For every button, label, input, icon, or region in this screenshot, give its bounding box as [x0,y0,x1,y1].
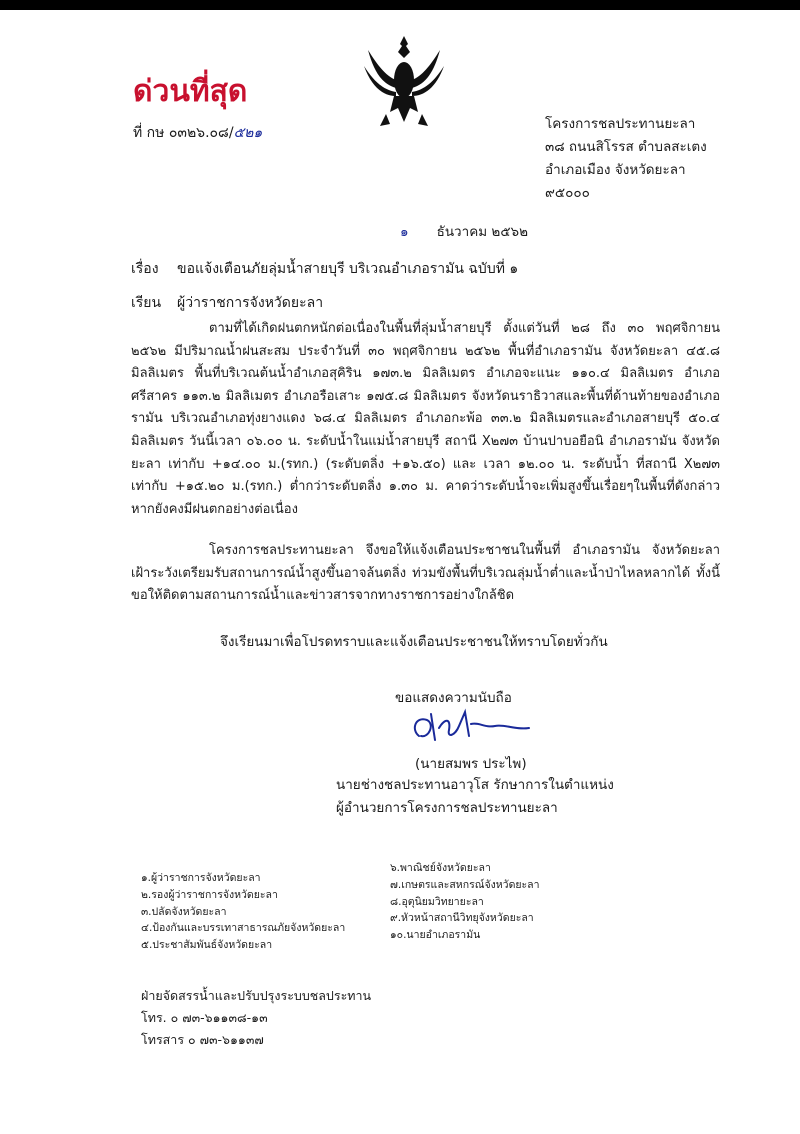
body-paragraph-1: ตามที่ได้เกิดฝนตกหนักต่อเนื่องในพื้นที่ลุ่มน้ำสายบุรี ตั้งแต่วันที่ ๒๘ ถึง ๓๐ พฤศจิกายน ๒๕๖๒ มีปริมาณน้ำฝนสะสม ประจำวันที่ ๓๐ พฤศจิกายน ๒๕๖๒ พื้นที่อำเภอรามัน จังหวัดยะลา ๔๕.๘ มิลลิเมตร พื้นที่บริเวณต้นน้ำอำเภอสุคิริน ๑๗๓.๒ มิลลิเมตร อำเภอจะแนะ ๑๑๐.๔ มิลลิเมตร อำเภอศรีสาคร ๑๑๓.๒ มิลลิเมตร อำเภอรือเสาะ ๑๗๕.๘ มิลลิเมตร จังหวัดนราธิวาสและพื้นที่ด้านท้ายของอำเภอรามัน บริเวณอำเภอทุ่งยางแดง ๖๘.๔ มิลลิเมตร อำเภอกะพ้อ ๓๓.๒ มิลลิเมตรและอำเภอสายบุรี ๕๐.๔ มิลลิเมตร วันนี้เวลา ๐๖.๐๐ น. ระดับน้ำในแม่น้ำสายบุรี สถานี X๒๗๓ บ้านปาบอยือนิ อำเภอรามัน จังหวัดยะลา เท่ากับ +๑๔.๐๐ ม.(รทก.) (ระดับตลิ่ง +๑๖.๕๐) และ เวลา ๑๒.๐๐ น. ระดับน้ำ ที่สถานี X๒๗๓ เท่ากับ +๑๕.๒๐ ม.(รทก.) ต่ำกว่าระดับตลิ่ง ๑.๓๐ ม. คาดว่าระดับน้ำจะเพิ่มสูงขึ้นเรื่อยๆในพื้นที่ดังกล่าว หากยังคงมีฝนตกอย่างต่อเนื่อง [131,321,720,517]
cc-item: ๗.เกษตรและสหกรณ์จังหวัดยะลา [390,878,540,891]
cc-item: ๑๐.นายอำเภอรามัน [390,929,481,942]
cc-item: ๑.ผู้ว่าราชการจังหวัดยะลา [141,872,261,884]
reference-prefix: ที่ กษ ๐๓๒๖.๐๘/ [133,125,234,141]
cc-item: ๘.อุตุนิยมวิทยายะลา [390,895,484,908]
garuda-emblem-icon [360,32,448,128]
recipient-line [131,292,323,314]
reference-number [133,122,262,144]
cc-item: ๙.หัวหน้าสถานีวิทยุจังหวัดยะลา [390,912,534,925]
department-name: ฝ่ายจัดสรรน้ำและปรับปรุงระบบชลประทาน [141,988,372,1003]
signer-position-1: นายช่างชลประทานอาวุโส รักษาการในตำแหน่ง [336,777,614,793]
cc-item: ๖.พาณิชย์จังหวัดยะลา [390,862,491,874]
date-day: ๑ [400,224,409,240]
signer-position-2: ผู้อำนวยการโครงการชลประทานยะลา [336,800,558,816]
top-border [0,0,800,10]
letter-date [400,220,528,242]
address-line-4: ๙๕๐๐๐ [545,185,590,201]
signer-name: (นายสมพร ประไพ) [415,756,527,772]
address-line-1: โครงการชลประทานยะลา [545,116,696,132]
cc-item: ๔.ป้องกันและบรรเทาสาธารณภัยจังหวัดยะลา [141,922,346,935]
department-phone: โทร. ๐ ๗๓-๖๑๑๓๘-๑๓ [141,1010,268,1025]
subject-line [131,258,518,280]
cc-list-right [390,860,540,944]
cc-list-left [141,870,345,954]
cc-item: ๕.ประชาสัมพันธ์จังหวัดยะลา [141,939,273,952]
address-line-2: ๓๘ ถนนสิโรรส ตำบลสะเตง [545,139,707,155]
handwritten-signature [405,706,535,746]
regards-line: ขอแสดงความนับถือ [395,690,512,706]
subject-text: ขอแจ้งเตือนภัยลุ่มน้ำสายบุรี บริเวณอำเภอรามัน ฉบับที่ ๑ [177,261,519,277]
recipient-text: ผู้ว่าราชการจังหวัดยะลา [177,295,324,311]
cc-item: ๒.รองผู้ว่าราชการจังหวัดยะลา [141,888,278,901]
cc-item: ๓.ปลัดจังหวัดยะลา [141,905,227,918]
closing-sentence: จึงเรียนมาเพื่อโปรดทราบและแจ้งเตือนประชาชนให้ทราบโดยทั่วกัน [220,634,608,650]
date-month-year: ธันวาคม ๒๕๖๒ [436,224,529,240]
body-paragraph-2: โครงการชลประทานยะลา จึงขอให้แจ้งเตือนประชาชนในพื้นที่ อำเภอรามัน จังหวัดยะลา เฝ้าระวังเตรียมรับสถานการณ์น้ำสูงขึ้นอาจล้นตลิ่ง ท่วมขังพื้นที่บริเวณลุ่มน้ำต่ำและน้ำป่าไหลหลากได้ ทั้งนี้ ขอให้ติดตามสถานการณ์น้ำและข่าวสารจากทางราชการอย่างใกล้ชิด [131,543,720,604]
subject-label: เรื่อง [131,261,159,277]
reference-handwritten-number: ๕๒๑ [233,125,263,141]
department-fax: โทรสาร ๐ ๗๓-๖๑๑๓๗ [141,1032,264,1047]
urgency-stamp: ด่วนที่สุด [133,74,248,109]
address-line-3: อำเภอเมือง จังหวัดยะลา [545,162,686,178]
recipient-label: เรียน [131,295,162,311]
